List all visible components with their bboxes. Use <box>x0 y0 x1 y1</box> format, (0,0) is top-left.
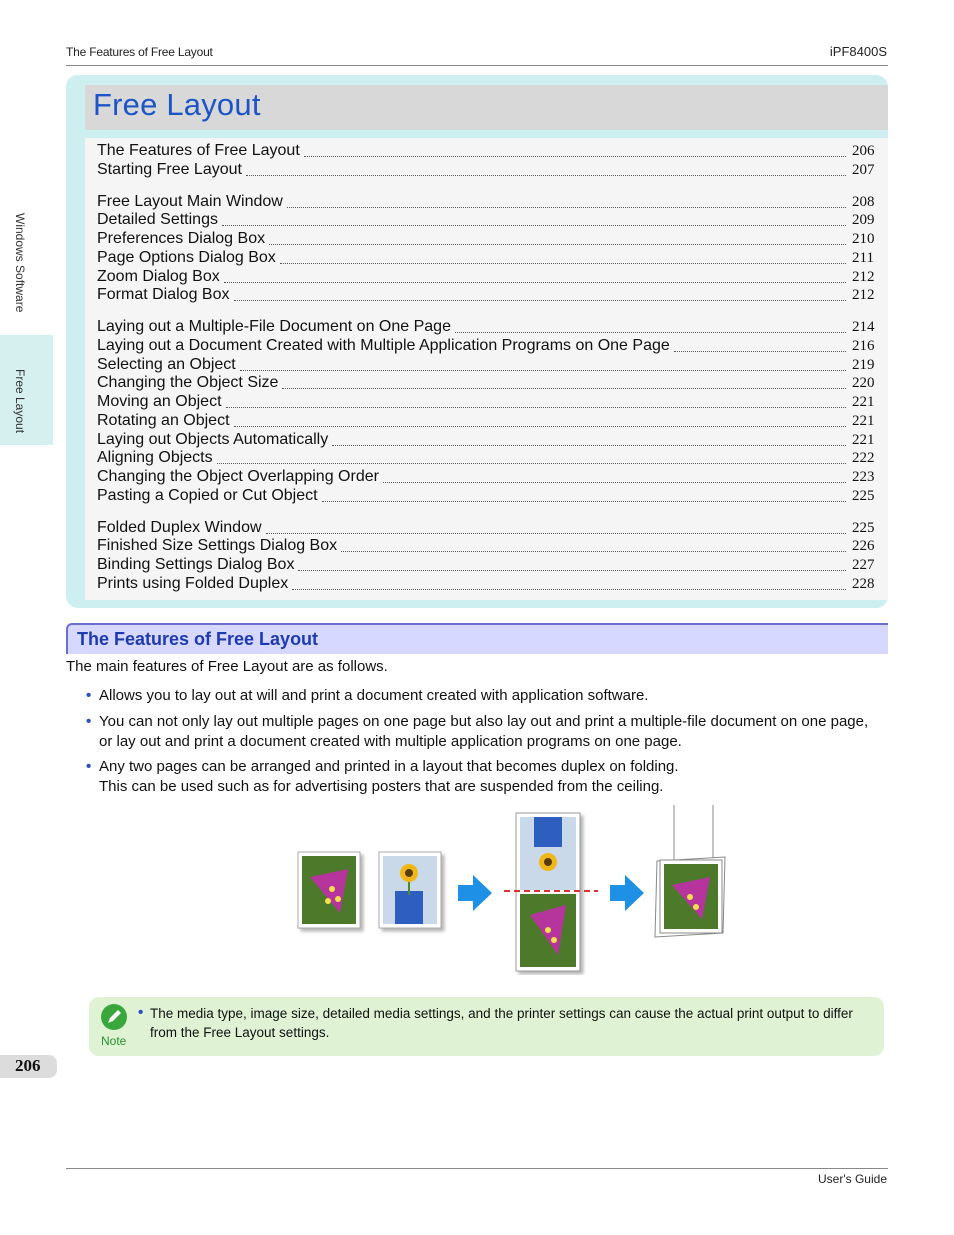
bullet-text: You can not only lay out multiple pages on one page but also lay out and print a multiple-file document on one page, or lay out and print a document created with multiple application programs on one page. <box>99 713 869 750</box>
flower-photo <box>298 852 360 928</box>
toc-leader-dots <box>222 224 846 226</box>
toc-entry-page: 212 <box>852 287 875 303</box>
toc-leader-dots <box>234 299 847 301</box>
toc-entry[interactable] <box>97 537 874 556</box>
toc-entry[interactable] <box>97 211 874 230</box>
intro-text: The main features of Free Layout are as follows. <box>66 658 388 675</box>
toc-entry-page: 209 <box>852 212 875 228</box>
footer-guide-title: User's Guide <box>818 1172 887 1186</box>
toc-entry-page: 208 <box>852 194 875 210</box>
toc-entry-page: 221 <box>852 432 875 448</box>
toc-entry[interactable] <box>97 556 874 575</box>
toc-entry[interactable] <box>97 193 874 212</box>
toc-entry[interactable] <box>97 230 874 249</box>
toc-leader-dots <box>217 462 846 464</box>
toc-leader-dots <box>322 500 846 502</box>
toc-entry-label: Prints using Folded Duplex <box>97 575 289 592</box>
toc-entry[interactable] <box>97 286 874 305</box>
toc-leader-dots <box>455 331 846 333</box>
toc-entry-label: Rotating an Object <box>97 412 230 429</box>
toc-entry-label: Changing the Object Overlapping Order <box>97 468 379 485</box>
toc-entry-label: Page Options Dialog Box <box>97 249 276 266</box>
toc-entry[interactable] <box>97 161 874 180</box>
side-tab-free-layout[interactable] <box>0 335 53 445</box>
toc-leader-dots <box>234 425 846 427</box>
toc-entry-label: Laying out a Multiple-File Document on One Page <box>97 318 451 335</box>
bullet-icon: • <box>86 713 92 730</box>
note-text: The media type, image size, detailed media settings, and the printer settings can cause the actual print output to differ from the Free Layout settings. <box>150 1006 853 1040</box>
toc-entry-label: The Features of Free Layout <box>97 142 300 159</box>
toc-entry-page: 207 <box>852 162 875 178</box>
section-title: The Features of Free Layout <box>77 629 319 649</box>
toc-entry[interactable] <box>97 468 874 487</box>
toc-entry-page: 214 <box>852 319 875 335</box>
note-label: Note <box>101 1034 127 1048</box>
toc-leader-dots <box>266 532 846 534</box>
toc-entry-label: Laying out Objects Automatically <box>97 431 329 448</box>
side-tab-label: Free Layout <box>13 369 27 434</box>
header-divider <box>66 65 888 66</box>
toc-entry-label: Aligning Objects <box>97 449 213 466</box>
toc-entry-label: Moving an Object <box>97 393 222 410</box>
toc-entry-page: 212 <box>852 269 875 285</box>
toc-leader-dots <box>287 206 846 208</box>
toc-entry[interactable] <box>97 337 874 356</box>
folded-duplex-illustration <box>290 805 730 975</box>
side-tab-windows-software[interactable] <box>0 210 53 330</box>
toc-leader-dots <box>292 588 846 590</box>
toc-leader-dots <box>298 569 846 571</box>
toc-leader-dots <box>341 550 846 552</box>
page-number: 206 <box>15 1056 41 1075</box>
toc-entry-page: 228 <box>852 576 875 592</box>
toc-entry-page: 211 <box>852 250 874 266</box>
toc-leader-dots <box>246 174 846 176</box>
toc-entry[interactable] <box>97 318 874 337</box>
bullet-icon: • <box>138 1004 144 1021</box>
toc-entry[interactable] <box>97 142 874 161</box>
page-title: Free Layout <box>93 87 261 122</box>
toc-entry-label: Binding Settings Dialog Box <box>97 556 295 573</box>
toc-entry-label: Changing the Object Size <box>97 374 279 391</box>
toc-leader-dots <box>240 369 846 371</box>
bullet-text: Allows you to lay out at will and print a document created with application software. <box>99 687 649 704</box>
toc-entry[interactable] <box>97 268 874 287</box>
toc-leader-dots <box>280 262 846 264</box>
toc-leader-dots <box>332 444 846 446</box>
toc-leader-dots <box>224 281 846 283</box>
toc-entry-page: 227 <box>852 557 875 573</box>
toc-entry-page: 226 <box>852 538 875 554</box>
bullet-item <box>86 712 876 751</box>
toc-entry-label: Format Dialog Box <box>97 286 230 303</box>
note-pencil-icon <box>101 1004 127 1030</box>
toc-leader-dots <box>269 243 846 245</box>
toc-entry[interactable] <box>97 519 874 538</box>
toc-entry-page: 223 <box>852 469 875 485</box>
toc-leader-dots <box>226 406 846 408</box>
sunflower-photo <box>379 852 441 928</box>
page-number-tab <box>0 1055 57 1078</box>
toc-entry-page: 225 <box>852 488 875 504</box>
toc-entry-label: Zoom Dialog Box <box>97 268 220 285</box>
toc-entry[interactable] <box>97 487 874 506</box>
toc-entry-page: 225 <box>852 520 875 536</box>
toc-leader-dots <box>282 387 846 389</box>
toc-entry[interactable] <box>97 449 874 468</box>
toc-entry[interactable] <box>97 249 874 268</box>
toc-entry-label: Free Layout Main Window <box>97 193 283 210</box>
toc-entry-label: Selecting an Object <box>97 356 236 373</box>
toc-entry-page: 221 <box>852 413 875 429</box>
toc-entry[interactable] <box>97 412 874 431</box>
header-model: iPF8400S <box>829 44 887 59</box>
bullet-icon: • <box>86 687 92 704</box>
toc-entry-label: Folded Duplex Window <box>97 519 262 536</box>
toc-entry-page: 220 <box>852 375 875 391</box>
toc-entry-label: Preferences Dialog Box <box>97 230 266 247</box>
hanging-poster <box>655 805 725 937</box>
toc-entry-page: 219 <box>852 357 875 373</box>
toc-entry-label: Laying out a Document Created with Multiple Application Programs on One Page <box>97 337 670 354</box>
toc-entry-label: Starting Free Layout <box>97 161 242 178</box>
bullet-continuation: This can be used such as for advertising posters that are suspended from the ceiling. <box>99 777 664 795</box>
toc-entry[interactable] <box>97 575 874 594</box>
bullet-text: Any two pages can be arranged and printed in a layout that becomes duplex on folding. <box>99 758 679 775</box>
footer-divider <box>66 1168 888 1169</box>
bullet-icon: • <box>86 758 92 775</box>
bullet-item <box>86 757 876 796</box>
toc-entry[interactable] <box>97 374 874 393</box>
toc-entry-page: 221 <box>852 394 875 410</box>
toc-leader-dots <box>674 350 846 352</box>
toc-entry[interactable] <box>97 393 874 412</box>
arrow-icon <box>610 875 644 911</box>
bullet-item <box>86 686 876 706</box>
toc-entry-label: Pasting a Copied or Cut Object <box>97 487 318 504</box>
toc-entry[interactable] <box>97 356 874 375</box>
toc-entry-page: 206 <box>852 143 875 159</box>
toc-entry-page: 222 <box>852 450 875 466</box>
toc-entry-page: 210 <box>852 231 875 247</box>
toc-leader-dots <box>383 481 846 483</box>
header-section-title: The Features of Free Layout <box>66 45 213 59</box>
toc-leader-dots <box>304 155 846 157</box>
arrow-icon <box>458 875 492 911</box>
toc-entry-page: 216 <box>852 338 875 354</box>
toc-entry-label: Finished Size Settings Dialog Box <box>97 537 338 554</box>
toc-entry-label: Detailed Settings <box>97 211 218 228</box>
side-tab-label: Windows Software <box>13 213 27 313</box>
toc-entry[interactable] <box>97 431 874 450</box>
